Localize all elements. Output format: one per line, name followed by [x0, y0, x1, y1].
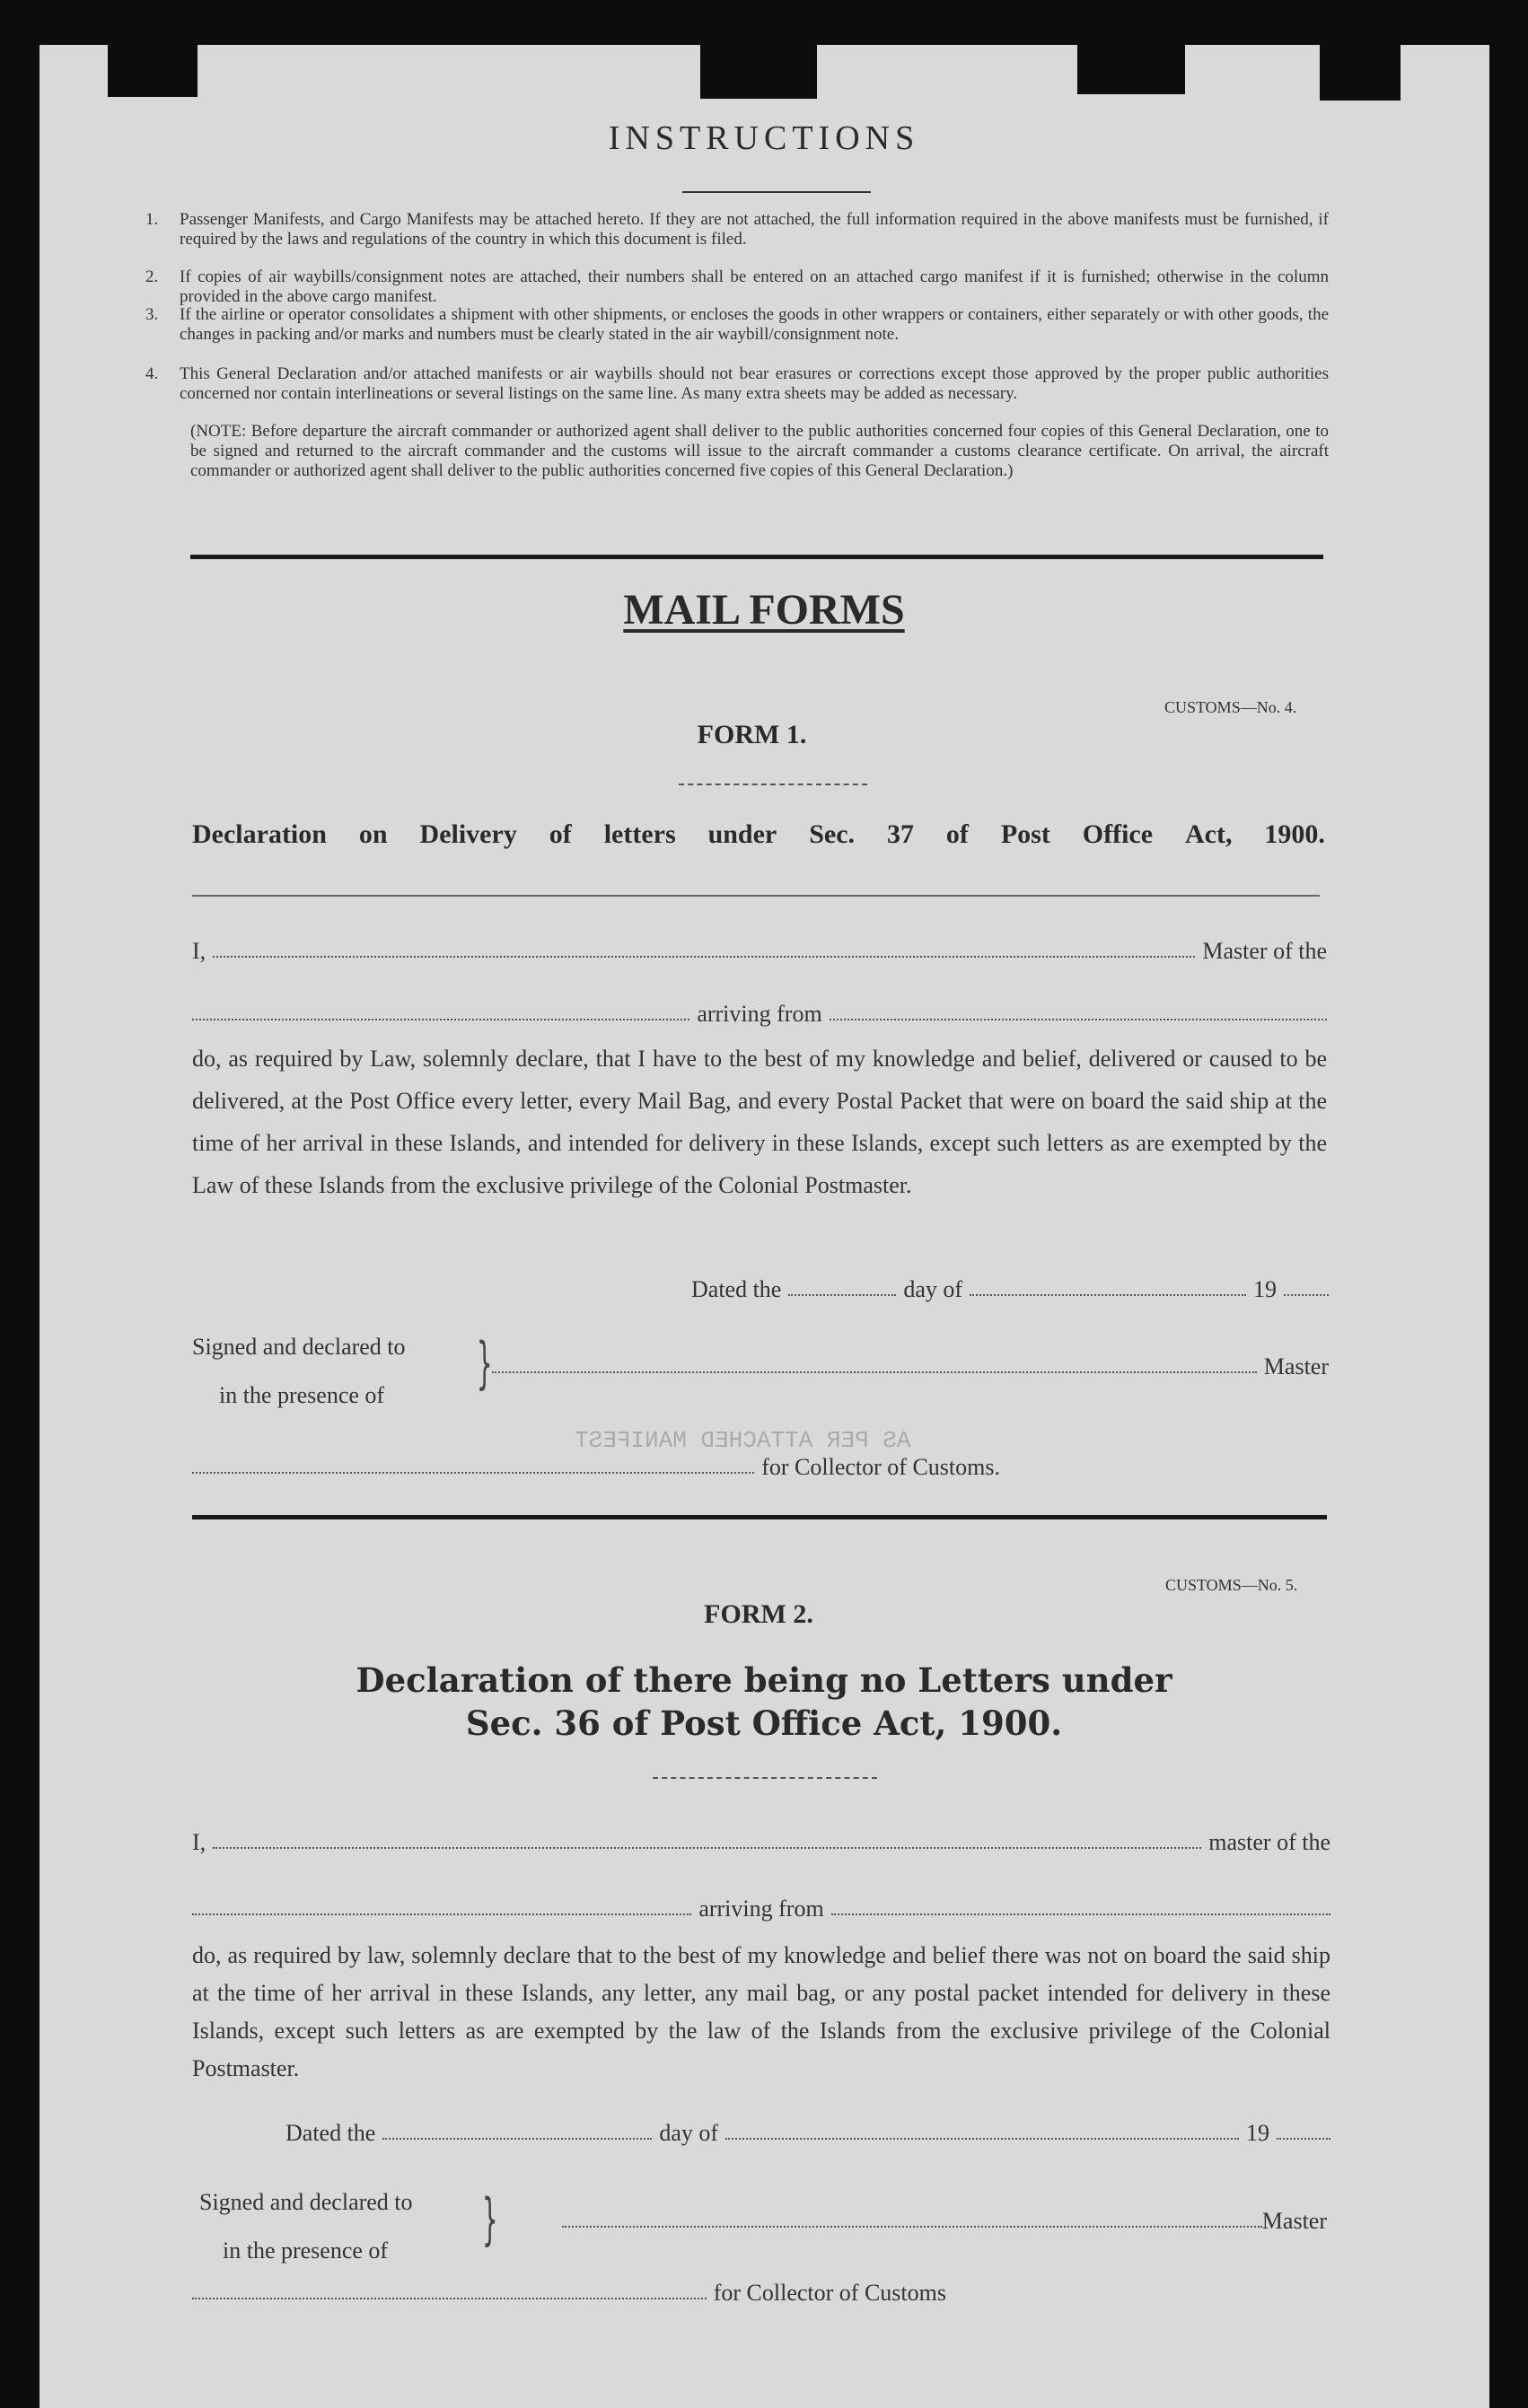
- heading-word: Delivery: [419, 819, 517, 849]
- collector-signature-field[interactable]: [192, 1472, 754, 1474]
- dated-line: [285, 2120, 1330, 2147]
- heading-word: Post: [1000, 819, 1050, 849]
- master-signature-field[interactable]: [562, 2226, 1262, 2228]
- origin-field[interactable]: [831, 1913, 1330, 1915]
- heading-line-1: Declaration of there being no Letters under: [356, 1660, 1172, 1700]
- heading-word: of: [945, 819, 969, 849]
- collector-signature-field[interactable]: [192, 2298, 707, 2299]
- month-field[interactable]: [970, 1294, 1246, 1296]
- year-field[interactable]: [1277, 2138, 1330, 2140]
- year-prefix: 19: [1253, 1276, 1277, 1302]
- item-text: This General Declaration and/or attached manifests or air waybills should not bear erasures or corrections except those approved by the proper public authorities concerned nor contain interlineations or several listings on the same line. As many extra sheets may be added as necessary.: [180, 364, 1329, 403]
- brace-icon: }: [481, 2186, 498, 2252]
- section-divider: [190, 555, 1323, 559]
- item-number: 1.: [145, 210, 159, 229]
- form-2-declaration-heading: [0, 1659, 1528, 1745]
- bleed-through-stamp: AS PER ATTACHED MANIFEST: [575, 1427, 911, 1454]
- heading-line-2: Sec. 36 of Post Office Act, 1900.: [465, 1703, 1063, 1743]
- brace-icon: }: [476, 1330, 493, 1396]
- torn-edge: [108, 45, 198, 97]
- master-signature-field[interactable]: [492, 1371, 1257, 1373]
- signed-line-2: in the presence of: [219, 1382, 385, 1408]
- heading-word: letters: [603, 819, 676, 849]
- collector-line: [192, 1454, 1000, 1481]
- signed-line-1: Signed and declared to: [192, 1334, 406, 1360]
- year-field[interactable]: [1284, 1294, 1329, 1296]
- dated-the-label: Dated the: [691, 1276, 782, 1302]
- customs-reference: CUSTOMS—No. 4.: [1164, 698, 1297, 716]
- instructions-title: INSTRUCTIONS: [608, 119, 920, 157]
- instruction-item: [145, 364, 1329, 404]
- heading-word: Act,: [1184, 819, 1233, 849]
- master-label: Master: [1261, 2208, 1327, 2234]
- arriving-line: [192, 1001, 1327, 1028]
- item-text: Passenger Manifests, and Cargo Manifests may be attached hereto. If they are not attached, the full information required in the above manifests must be furnished, if required by the laws and regulations of the country in which this document is filed.: [180, 210, 1329, 249]
- i-label: I,: [192, 938, 206, 964]
- day-of-label: day of: [903, 1276, 963, 1302]
- title-rule: [679, 784, 867, 785]
- form-1-declaration-heading: [192, 819, 1325, 850]
- arriving-from-label: arriving from: [697, 1001, 822, 1027]
- title-rule: [653, 1777, 877, 1779]
- master-of-the-label: master of the: [1208, 1829, 1330, 1855]
- instruction-item: [145, 267, 1329, 307]
- signed-line-2: in the presence of: [223, 2237, 389, 2264]
- for-collector-label: for Collector of Customs.: [761, 1454, 1000, 1480]
- year-prefix: 19: [1246, 2120, 1269, 2146]
- form-2-body: do, as required by law, solemnly declare that to the best of my knowledge and belief there was not on board the said ship at the time of her arrival in these Islands, any letter, any mail bag, or any postal packet intended for delivery in these Islands, except such letters as are exempted by the law of the Islands from the exclusive privilege of the Colonial Postmaster.: [192, 1942, 1330, 2081]
- heading-word: 1900.: [1264, 819, 1325, 849]
- date-field[interactable]: [788, 1294, 896, 1296]
- item-number: 3.: [145, 305, 159, 324]
- item-number: 2.: [145, 267, 159, 286]
- master-line: [192, 938, 1327, 965]
- instructions-note: (NOTE: Before departure the aircraft commander or authorized agent shall deliver to the public authorities concerned four copies of this General Declaration, one to be signed and returned to the aircraft commander and the customs will issue to the aircraft commander a customs clearance certificate. On arrival, the aircraft commander or authorized agent shall deliver to the public authorities concerned five copies of this General Declaration.): [190, 422, 1329, 480]
- master-line: [192, 1829, 1330, 1856]
- heading-word: 37: [886, 819, 914, 849]
- heading-word: under: [707, 819, 777, 849]
- item-text: If copies of air waybills/consignment notes are attached, their numbers shall be entered on an attached cargo manifest if it is furnished; otherwise in the column provided in the above cargo manifest.: [180, 267, 1329, 306]
- dated-the-label: Dated the: [285, 2120, 376, 2146]
- signed-label: [199, 2178, 413, 2275]
- signed-line-1: Signed and declared to: [199, 2189, 413, 2215]
- instruction-item: [145, 305, 1329, 345]
- torn-edge: [1320, 45, 1401, 101]
- heading-word: on: [358, 819, 388, 849]
- mail-forms-title: MAIL FORMS: [623, 586, 905, 634]
- item-text: If the airline or operator consolidates a shipment with other shipments, or encloses the goods in other wrappers or containers, either separately or with other goods, the changes in packing and/or marks and numbers must be clearly stated in the air waybill/consignment note.: [180, 305, 1329, 344]
- title-rule: [682, 191, 871, 193]
- master-name-field[interactable]: [213, 1847, 1201, 1849]
- signed-label: [192, 1323, 406, 1420]
- for-collector-label: for Collector of Customs: [713, 2280, 946, 2306]
- arriving-from-label: arriving from: [698, 1896, 824, 1922]
- ship-name-field[interactable]: [192, 1019, 689, 1020]
- i-label: I,: [192, 1829, 206, 1855]
- origin-field[interactable]: [830, 1019, 1327, 1020]
- heading-word: Sec.: [809, 819, 856, 849]
- torn-edge: [1077, 45, 1185, 94]
- heading-word: Office: [1082, 819, 1154, 849]
- instruction-item: [145, 210, 1329, 250]
- heading-word: Declaration: [192, 819, 327, 849]
- torn-edge: [700, 45, 817, 99]
- master-signature-line: [492, 1353, 1329, 1380]
- dated-line: [691, 1276, 1329, 1303]
- form-1-body: do, as required by Law, solemnly declare, that I have to the best of my knowledge and belief, delivered or caused to be delivered, at the Post Office every letter, every Mail Bag, and every Postal Packet that were on board the said ship at the time of her arrival in these Islands, and intended for delivery in these Islands, except such letters as are exempted by the Law of these Islands from the exclusive privilege of the Colonial Postmaster.: [192, 1046, 1327, 1198]
- heading-rule: [192, 895, 1320, 897]
- master-name-field[interactable]: [213, 956, 1195, 958]
- month-field[interactable]: [725, 2138, 1239, 2140]
- collector-line: [192, 2280, 946, 2307]
- arriving-line: [192, 1896, 1330, 1922]
- day-of-label: day of: [659, 2120, 719, 2146]
- heading-word: of: [549, 819, 572, 849]
- master-signature-line: [562, 2208, 1327, 2235]
- date-field[interactable]: [382, 2138, 652, 2140]
- master-of-the-label: Master of the: [1202, 938, 1327, 964]
- ship-name-field[interactable]: [192, 1913, 691, 1915]
- form-1-title: FORM 1.: [697, 720, 807, 749]
- form-2-title: FORM 2.: [704, 1599, 813, 1629]
- item-number: 4.: [145, 364, 159, 383]
- master-label: Master: [1263, 1353, 1329, 1379]
- section-divider: [192, 1515, 1327, 1519]
- customs-reference: CUSTOMS—No. 5.: [1165, 1576, 1298, 1594]
